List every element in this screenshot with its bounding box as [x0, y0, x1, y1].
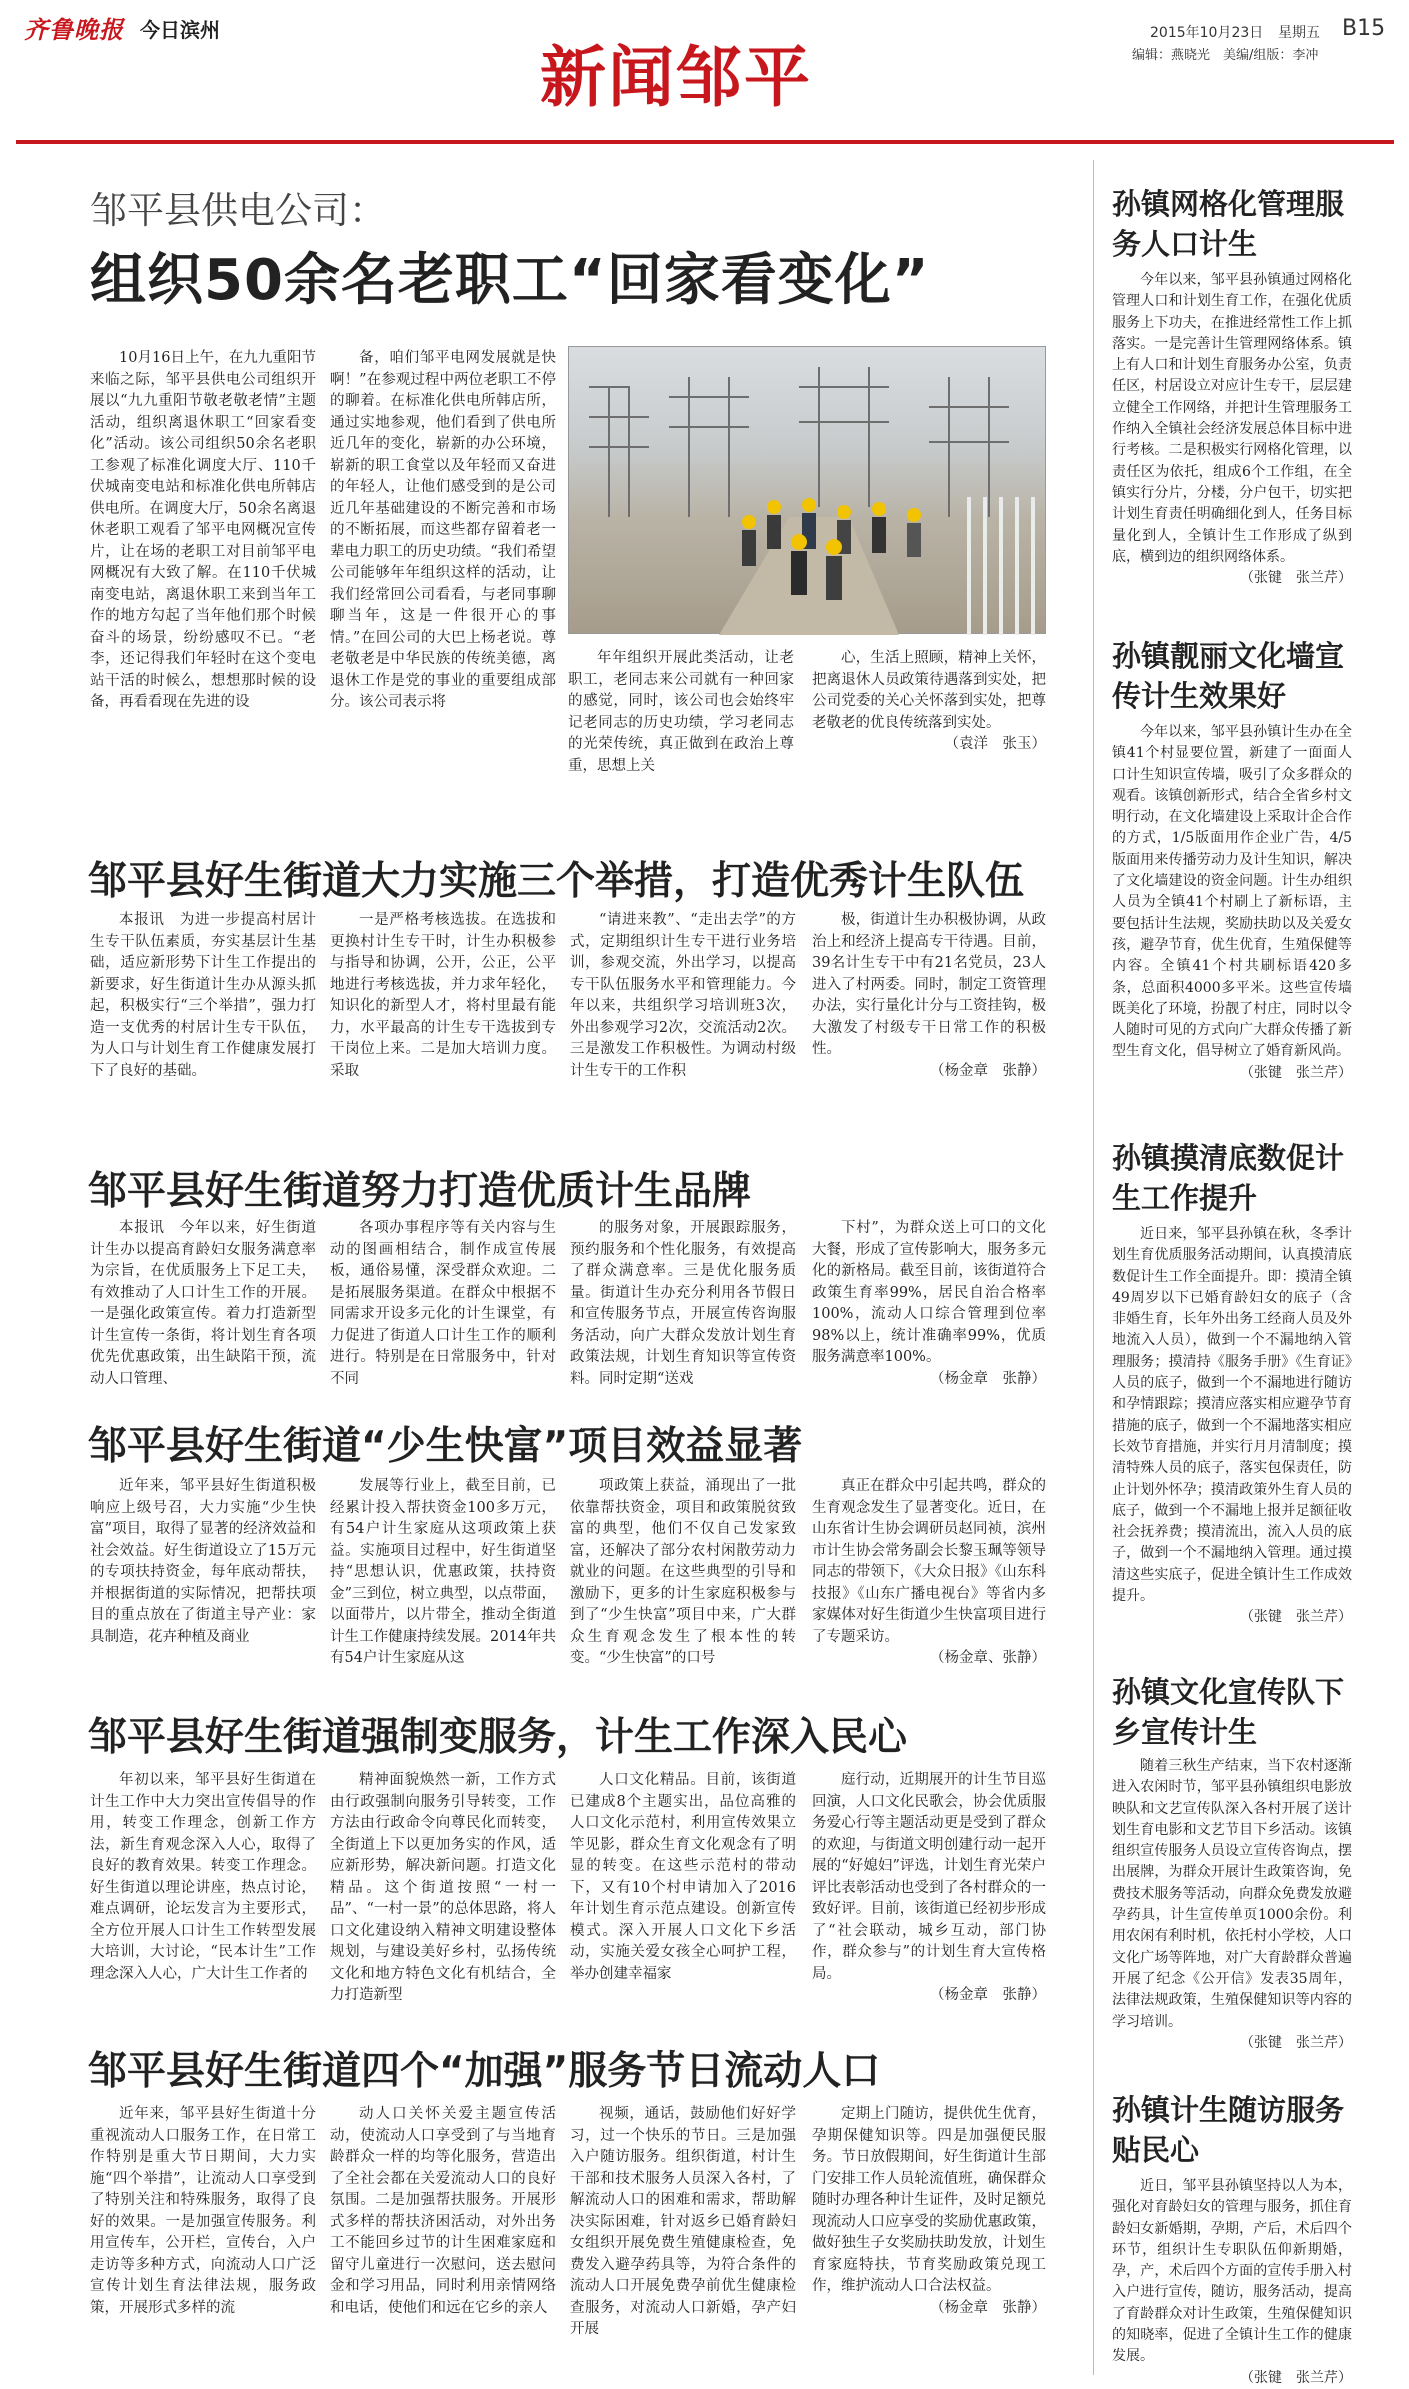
section-1-column-3: “请进来教”、“走出去学”的方式，定期组织计生专干进行业务培训，参观交流，外出学习，以提高专干队伍服务水平和管理能力。今年以来，共组织学习培训班3次，外出参观学习2次，交流活动2次。三是激发工作积极性。为调动村级计生专干的工作积	[570, 912, 796, 1079]
section-2-byline: （杨金章 张静）	[930, 1370, 1046, 1387]
header-divider	[16, 140, 1394, 144]
lead-kicker: 邹平县供电公司：	[90, 189, 386, 232]
section-4-column-4-text: 庭行动，近期展开的计生节目巡回演，人口文化民歌会，协会优质服务爱心行等主题活动更是受到了群众的欢迎，与街道文明创建行动一起开展的“好媳妇”评选，计划生育光荣户评比表彰活动也受到了各村群众的一致好评。目前，该街道已经初步形成了“社会联动，城乡互动，部门协作，群众参与”的计划生育大宣传格局。	[812, 1772, 1046, 1982]
section-2-column-3: 的服务对象，开展跟踪服务，预约服务和个性化服务，有效提高了群众满意率。三是优化服务质量。街道计生办充分利用各节假日和宣传服务节点，开展宣传咨询服务活动，向广大群众发放计划生育政策法规，计划生育知识等宣传资料。同时定期“送戏	[570, 1220, 796, 1387]
masthead	[0, 0, 1409, 150]
photo-illustration	[569, 347, 1047, 635]
sidebar-2-body	[1112, 722, 1352, 1114]
section-5-column-1: 近年来，邹平县好生街道十分重视流动人口服务工作，在日常工作特别是重大节日期间，大力实施“四个举措”，让流动人口享受到了特别关注和特殊服务，取得了良好的效果。一是加强宣传服务。利用宣传车，公开栏，宣传台，入户走访等多种方式，向流动人口广泛宣传计划生育法律法规，服务政策，开展形式多样的流	[90, 2106, 316, 2316]
section-1-byline: （杨金章 张静）	[930, 1062, 1046, 1079]
section-3-headline: 邹平县好生街道“少生快富”项目效益显著	[88, 1424, 803, 1469]
sidebar-1-body	[1112, 270, 1352, 610]
sidebar-4-byline: （张键 张兰芹）	[1240, 2034, 1352, 2051]
lead-column-1: 10月16日上午，在九九重阳节来临之际，邹平县供电公司组织开展以“九九重阳节敬老敬老情”主题活动，组织离退休职工“回家看变化”活动。该公司组织50余名老职工参观了标准化调度大厅、110千伏城南变电站和标准化供电所韩店供电所。在调度大厅，50余名离退休老职工观看了邹平电网概况宣传片，让在场的老职工对目前邹平电网概况有大致了解。在110千伏城南变电站，离退休职工来到当年工作的地方勾起了当年他们那个时候奋斗的场景，纷纷感叹不已。“老李，还记得我们年轻时在这个变电站干活的时候么，想想那时候的设备，再看看现在先进的设	[90, 350, 316, 710]
issue-date: 2015年10月23日	[1150, 25, 1264, 41]
sidebar-3-body	[1112, 1224, 1352, 1644]
section-2-column-4-text: 下村”，为群众送上可口的文化大餐，形成了宣传影响大，服务多元化的新格局。截至目前，该街道符合政策生育率99%，居民自治合格率100%，流动人口综合管理到位率98%以上，统计准确率99%，优质服务满意率100%。	[812, 1220, 1046, 1365]
sidebar-5-byline: （张键 张兰芹）	[1240, 2369, 1352, 2386]
section-3-column-1: 近年来，邹平县好生街道积极响应上级号召，大力实施“少生快富”项目，取得了显著的经济效益和社会效益。好生街道设立了15万元的专项扶持资金，每年底动帮扶，并根据街道的实际情况，把帮扶项目的重点放在了街道主导产业：家具制造，花卉种植及商业	[90, 1478, 316, 1645]
section-4-column-4	[812, 1770, 1046, 2015]
page-number: B15	[1342, 16, 1386, 41]
paper-logo: 齐鲁晚报	[24, 15, 124, 44]
section-2-column-1: 本报讯 今年以来，好生街道计生办以提高育龄妇女服务满意率为宗旨，在优质服务上下足工夫，有效推动了人口计生工作的开展。一是强化政策宣传。着力打造新型计生宣传一条街，将计划生育各项优先优惠政策，出生缺陷干预，流动人口管理、	[90, 1220, 316, 1387]
section-1-headline: 邹平县好生街道大力实施三个举措，打造优秀计生队伍	[88, 859, 1025, 904]
section-4-headline: 邹平县好生街道强制变服务，计生工作深入民心	[88, 1715, 908, 1760]
section-4-byline: （杨金章 张静）	[930, 1987, 1046, 2003]
sidebar-1-headline: 孙镇网格化管理服务人口计生	[1112, 187, 1345, 261]
sidebar-2-byline: （张键 张兰芹）	[1240, 1064, 1352, 1081]
section-5-headline: 邹平县好生街道四个“加强”服务节日流动人口	[88, 2049, 881, 2094]
lead-headline: 组织50余名老职工“回家看变化”	[90, 248, 930, 313]
section-3-byline: （杨金章、张静）	[930, 1650, 1046, 1666]
section-5-column-2: 动人口关怀关爱主题宣传活动，使流动人口享受到了与当地育龄群众一样的均等化服务，营造出了全社会都在关爱流动人口的良好氛围。二是加强帮扶服务。开展形式多样的帮扶济困活动，对外出务工不能回乡过节的计生困难家庭和留守儿童进行一次慰问，送去慰问金和学习用品，同时利用亲情网络和电话，使他们和远在它乡的亲人	[330, 2106, 556, 2316]
sidebar-3-headline: 孙镇摸清底数促计生工作提升	[1112, 1141, 1345, 1215]
issue-weekday: 星期五	[1278, 25, 1320, 41]
section-4-column-3: 人口文化精品。目前，该街道已建成8个主题实出，品位高雅的人口文化示范村，利用宣传效果立竿见影，群众生育文化观念有了明显的转变。在这些示范村的带动下，又有10个村申请加入了2016年计划生育示范点建设。创新宣传模式。深入开展人口文化下乡活动，实施关爱女孩全心呵护工程，举办创建幸福家	[570, 1772, 796, 1982]
section-4-column-1: 年初以来，邹平县好生街道在计生工作中大力突出宣传倡导的作用，转变工作理念，创新工作方法，新生育观念深入人心，取得了良好的教育效果。转变工作理念。好生街道以理论讲座，热点讨论，难点调研，论坛发言为主要形式，全方位开展人口计生工作转型发展大培训，大讨论，“民本计生”工作理念深入人心，广大计生工作者的	[90, 1772, 316, 1982]
section-3-column-2: 发展等行业上，截至目前，已经累计投入帮扶资金100多万元，有54户计生家庭从这项政策上获益。实施项目过程中，好生街道坚持“思想认识，优惠政策，扶持资金”三到位，树立典型，以点带面，以面带片，以片带全，推动全街道计生工作健康持续发展。2014年共有54户计生家庭从这	[330, 1478, 556, 1666]
section-1-column-4	[812, 910, 1046, 1138]
sidebar-5-headline: 孙镇计生随访服务贴民心	[1112, 2093, 1345, 2167]
section-5-byline: （杨金章 张静）	[930, 2299, 1046, 2316]
lead-column-4-text: 心，生活上照顾，精神上关怀，把离退休人员政策待遇落到实处，把公司党委的关心关怀落到实处，把尊老敬老的优良传统落到实处。	[812, 650, 1046, 731]
editor-credits: 编辑：燕晓光 美编/组版：李冲	[1132, 48, 1319, 63]
sidebar-divider	[1093, 160, 1094, 2375]
sidebar-4-headline: 孙镇文化宣传队下乡宣传计生	[1112, 1675, 1345, 1749]
sidebar-2-headline: 孙镇靓丽文化墙宣传计生效果好	[1112, 639, 1345, 713]
section-2-headline: 邹平县好生街道努力打造优质计生品牌	[88, 1169, 752, 1214]
sidebar-4-body	[1112, 1756, 1352, 2070]
section-3-column-4	[812, 1476, 1046, 1676]
section-1-column-1: 本报讯 为进一步提高村居计生专干队伍素质，夯实基层计生基础，适应新形势下计生工作提出的新要求，好生街道计生办从源头抓起，积极实行“三个举措”，强力打造一支优秀的村居计生专干队伍，为人口与计划生育工作健康发展打下了良好的基础。	[90, 912, 316, 1079]
sidebar-4-text: 随着三秋生产结束，当下农村逐渐进入农闲时节，邹平县孙镇组织电影放映队和文艺宣传队深入各村开展了送计划生育电影和文艺节目下乡活动。该镇组织宣传服务人员设立宣传咨询点，摆出展牌，为群众开展计生政策咨询，免费技术服务等活动，向群众免费发放避孕药具，计生宣传单页1000余份。利用农闲有利时机，依托村小学校，人口文化广场等阵地，对广大育龄群众普遍开展了纪念《公开信》发表35周年，法律法规政策，生殖保健知识等内容的学习培训。	[1112, 1758, 1352, 2030]
lead-column-2: 备，咱们邹平电网发展就是快啊！”在参观过程中两位老职工不停的聊着。在标准化供电所韩店所，通过实地参观，他们看到了供电所近几年的变化，崭新的办公环境，崭新的职工食堂以及年轻而又奋进的年轻人，让他们感受到的是公司近几年基础建设的不断完善和市场的不断拓展，而这些都存留着老一辈电力职工的历史功绩。“我们希望公司能够年年组织这样的活动，让我们经常回公司看看，与老同事聊聊当年，这是一件很开心的事情。”在回公司的大巴上杨老说。尊老敬老是中华民族的传统美德，离退休工作是党的事业的重要组成部分。该公司表示将	[330, 350, 556, 710]
sidebar-1-byline: （张键 张兰芹）	[1240, 570, 1352, 587]
section-4-column-2: 精神面貌焕然一新，工作方式由行政强制向服务引导转变，工作方法由行政命令向尊民化而转变，全街道上下以更加务实的作风，适应新形势，解决新问题。打造文化精品。这个街道按照“一村一品”、“一村一景”的总体思路，将人口文化建设纳入精神文明建设整体规划，与建设美好乡村，弘扬传统文化和地方特色文化有机结合，全力打造新型	[330, 1772, 556, 2003]
section-label: 今日滨州	[140, 18, 220, 42]
section-3-column-3: 项政策上获益，涌现出了一批依靠帮扶资金，项目和政策脱贫致富的典型，他们不仅自己发家致富，还解决了部分农村闲散劳动力就业的问题。在这些典型的引导和激励下，更多的计生家庭积极参与到了“少生快富”项目中来，广大群众生育观念发生了根本性的转变。“少生快富”的口号	[570, 1478, 796, 1666]
sidebar-2-text: 今年以来，邹平县孙镇计生办在全镇41个村显要位置，新建了一面面人口计生知识宣传墙，吸引了众多群众的观看。该镇创新形式，结合全省乡村文明行动，在文化墙建设上采取计企合作的方式，1/5版面用作企业广告，4/5版面用来传播劳动力及计生知识，解决了文化墙建设的资金问题。计生办组织人员为全镇41个村刷上了新标语，主要包括计生法规，奖励扶助以及关爱女孩，避孕节育，优生优育，生殖保健等内容。全镇41个村共刷标语420多条，总面积4000多平米。这些宣传墙既美化了环境，扮靓了村庄，同时以令人随时可见的方式向广大群众传播了新型生育文化，倡导树立了婚育新风尚。	[1112, 724, 1352, 1060]
section-5-column-4	[812, 2104, 1046, 2374]
section-3-column-4-text: 真正在群众中引起共鸣，群众的生育观念发生了显著变化。近日，在山东省计生协会调研员赵同祯，滨州市计生协会常务副会长黎玉珮等领导同志的带领下，《大众日报》《山东科技报》《山东广播电视台》等省内多家媒体对好生街道少生快富项目进行了专题采访。	[812, 1478, 1046, 1645]
section-5-column-4-text: 定期上门随访，提供优生优育，孕期保健知识等。四是加强便民服务。节日放假期间，好生街道计生部门安排工作人员轮流值班，确保群众随时办理各种计生证件，及时足额兑现流动人口应享受的奖励优惠政策，做好独生子女奖励扶助发放，计划生育家庭特扶，节育奖励政策兑现工作，维护流动人口合法权益。	[812, 2106, 1046, 2294]
section-5-column-3: 视频，通话，鼓励他们好好学习，过一个快乐的节日。三是加强入户随访服务。组织街道，村计生干部和技术服务人员深入各村，了解流动人口的困难和需求，帮助解决实际困难，针对返乡已婚育龄妇女组织开展免费生殖健康检查，免费发入避孕药具等，为符合条件的流动人口开展免费孕前优生健康检查服务，对流动人口新婚，孕产妇开展	[570, 2106, 796, 2337]
sidebar-5-body	[1112, 2176, 1352, 2386]
sidebar-5-text: 近日，邹平县孙镇坚持以人为本，强化对育龄妇女的管理与服务，抓住育龄妇女新婚期，孕期，产后，术后四个环节，组织计生专职队伍仰新期婚，孕，产，术后四个方面的宣传手册入村入户进行宣传，随访，服务活动，提高了育龄群众对计生政策，生殖保健知识的知晓率，促进了全镇计生工作的健康发展。	[1112, 2178, 1352, 2365]
sidebar-3-byline: （张键 张兰芹）	[1240, 1609, 1352, 1626]
lead-byline: （袁洋 张玉）	[944, 736, 1046, 752]
sidebar-3-text: 近日来，邹平县孙镇在秋，冬季计划生育优质服务活动期间，认真摸清底数促计生工作全面提升。即：摸清全镇49周岁以下已婚育龄妇女的底子（含非婚生育，长年外出务工经商人员及外地流入人员），做到一个不漏地纳入管理服务；摸清持《服务手册》《生育证》人员的底子，做到一个不漏地进行随访和孕情跟踪；摸清应落实相应避孕节育措施的底子，做到一个不漏地落实相应长效节育措施，并实行月月清制度；摸清特殊人员的底子，落实包保责任，防止计划外怀孕；摸清政策外生育人员的底子，做到一个不漏地上报并足额征收社会抚养费；摸清流出，流入人员的底子，做到一个不漏地纳入管理。通过摸清这些实底子，促进全镇计生工作成效提升。	[1112, 1226, 1352, 1605]
section-1-column-4-text: 极，街道计生办积极协调，从政治上和经济上提高专干待遇。目前，39名计生专干中有21名党员，23人进入了村两委。同时，制定工资管理办法，实行量化计分与工资挂钩，极大激发了村级专干日常工作的积极性。	[812, 912, 1046, 1057]
section-2-column-4	[812, 1218, 1046, 1390]
page-title: 新闻邹平	[540, 38, 812, 116]
section-2-column-2: 各项办事程序等有关内容与生动的图画相结合，制作成宣传展板，通俗易懂，深受群众欢迎。二是拓展服务渠道。在群众中根据不同需求开设多元化的计生课堂，有力促进了街道人口计生工作的顺利进行。特别是在日常服务中，针对不同	[330, 1220, 556, 1387]
lead-photo	[568, 346, 1046, 634]
section-1-column-2: 一是严格考核选拔。在选拔和更换村计生专干时，计生办积极参与指导和协调，公开，公正，公平地进行考核选拔，并力求年轻化，知识化的新型人才，将村里最有能力，水平最高的计生专干选拔到专干岗位上来。二是加大培训力度。采取	[330, 912, 556, 1079]
lead-column-3: 年年组织开展此类活动，让老职工，老同志来公司就有一种回家的感觉，同时，该公司也会始终牢记老同志的历史功绩，学习老同志的光荣传统，真正做到在政治上尊重，思想上关	[568, 650, 794, 774]
sidebar-1-text: 今年以来，邹平县孙镇通过网格化管理人口和计划生育工作，在强化优质服务上下功夫，在推进经常性工作上抓落实。一是完善计生管理网络体系。镇上有人口和计划生育服务办公室，负责任区，村居设立对应计生专干，层层建立健全工作网络，并把计生管理服务工作纳入全镇社会经济发展总体目标中进行考核。二是积极实行网格化管理，以责任区为依托，组成6个工作组，在全镇实行分片，分楼，分户包干，切实把计划生育责任明确细化到人，任务目标量化到人，全镇计生工作形成了纵到底，横到边的组织网络体系。	[1112, 272, 1352, 565]
lead-column-4	[812, 648, 1046, 828]
